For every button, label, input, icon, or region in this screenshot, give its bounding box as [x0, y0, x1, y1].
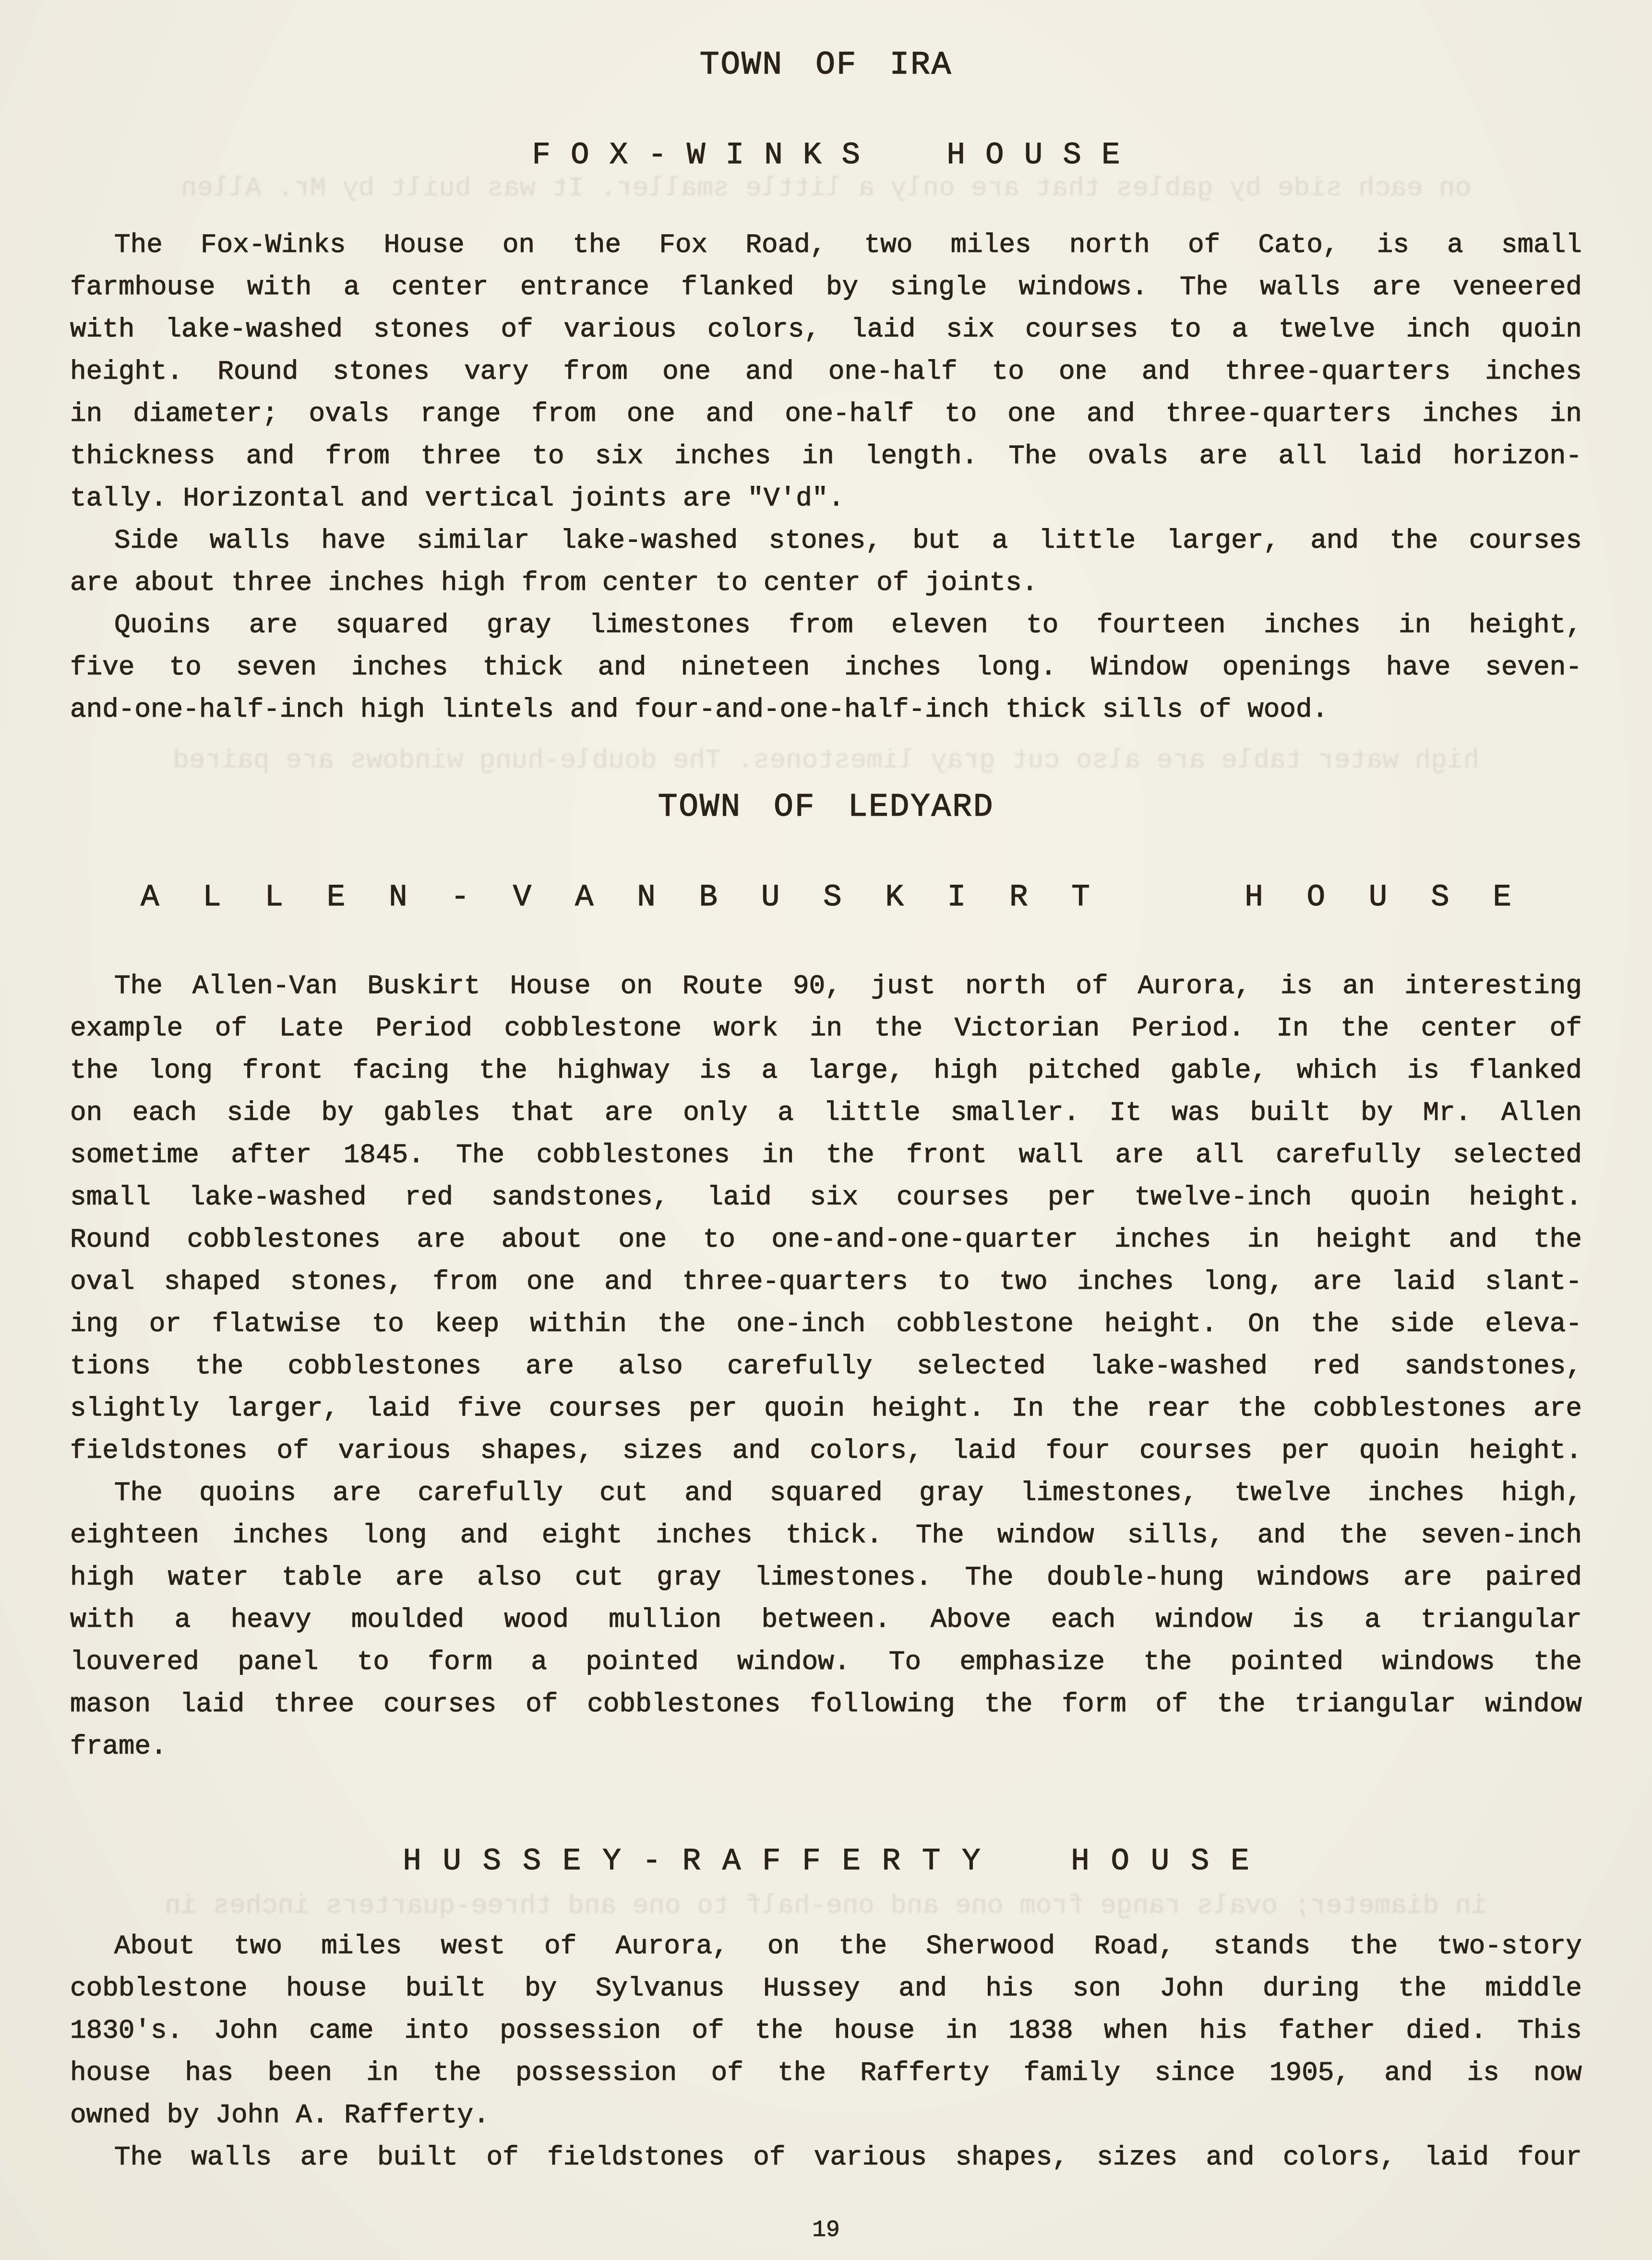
text-line: house has been in the possession of the Rafferty family since 1905, and is now	[70, 2057, 1582, 2088]
text-line: ing or flatwise to keep within the one-inch cobblestone height. On the side eleva-	[70, 1309, 1582, 1339]
text-line: tions the cobblestones are also carefully selected lake-washed red sandstones,	[70, 1351, 1582, 1382]
text-line: oval shaped stones, from one and three-quarters to two inches long, are laid slant-	[70, 1266, 1582, 1297]
text-line: on each side by gables that are only a little smaller. It was built by Mr. Allen	[70, 1097, 1582, 1128]
subsection-heading-hussey-rafferty-house: HUSSEY-RAFFERTY HOUSE	[403, 1844, 1271, 1879]
paragraph-hussey-rafferty-description	[70, 1925, 1582, 2136]
paragraph-hussey-rafferty-walls	[70, 2136, 1582, 2178]
page-number: 19	[812, 2217, 840, 2243]
text-line: fieldstones of various shapes, sizes and colors, laid four courses per quoin height.	[70, 1435, 1582, 1466]
text-line: owned by John A. Rafferty.	[70, 2100, 490, 2130]
paragraph-allen-vanbuskirt-quoins	[70, 1472, 1582, 1767]
text-line: eighteen inches long and eight inches thick. The window sills, and the seven-inch	[70, 1520, 1582, 1551]
subsection-heading-allen-vanbuskirt-house: ALLEN-VANBUSKIRT HOUSE	[141, 880, 1555, 915]
paragraph-fox-winks-side-walls	[70, 519, 1582, 604]
paragraph-fox-winks-quoins	[70, 604, 1582, 731]
text-line: high water table are also cut gray limestones. The double-hung windows are paired	[70, 1562, 1582, 1593]
text-line: The Fox-Winks House on the Fox Road, two miles north of Cato, is a small	[114, 229, 1582, 260]
text-line: height. Round stones vary from one and one-half to one and three-quarters inches	[70, 356, 1582, 387]
text-line: The walls are built of fieldstones of various shapes, sizes and colors, laid four	[114, 2142, 1582, 2173]
text-line: five to seven inches thick and nineteen inches long. Window openings have seven-	[70, 652, 1582, 683]
paragraph-allen-vanbuskirt-description	[70, 965, 1582, 1472]
text-line: Side walls have similar lake-washed stones, but a little larger, and the courses	[114, 525, 1582, 556]
text-line: louvered panel to form a pointed window. To emphasize the pointed windows the	[70, 1647, 1582, 1677]
section-heading-town-of-ira: TOWN OF IRA	[699, 47, 953, 84]
text-line: the long front facing the highway is a large, high pitched gable, which is flanked	[70, 1055, 1582, 1086]
text-line: slightly larger, laid five courses per quoin height. In the rear the cobblestones are	[70, 1393, 1582, 1424]
text-line: with lake-washed stones of various colors, laid six courses to a twelve inch quoin	[70, 314, 1582, 345]
text-line: example of Late Period cobblestone work in the Victorian Period. In the center of	[70, 1013, 1582, 1044]
text-line: sometime after 1845. The cobblestones in the front wall are all carefully selected	[70, 1140, 1582, 1170]
bleedthrough-ghost: in diameter; ovals range from one and one-half to one and three-quarters inches in	[165, 1890, 1487, 1921]
text-line: farmhouse with a center entrance flanked by single windows. The walls are veneered	[70, 272, 1582, 302]
text-line: and-one-half-inch high lintels and four-and-one-half-inch thick sills of wood.	[70, 694, 1329, 725]
text-line: small lake-washed red sandstones, laid six courses per twelve-inch quoin height.	[70, 1182, 1582, 1213]
text-line: cobblestone house built by Sylvanus Hussey and his son John during the middle	[70, 1973, 1582, 2004]
text-line: are about three inches high from center to center of joints.	[70, 567, 1038, 598]
subsection-heading-fox-winks-house: FOX-WINKS HOUSE	[532, 138, 1140, 173]
text-line: Round cobblestones are about one to one-and-one-quarter inches in height and the	[70, 1224, 1582, 1255]
text-line: mason laid three courses of cobblestones following the form of the triangular window	[70, 1689, 1582, 1719]
text-line: The Allen-Van Buskirt House on Route 90, just north of Aurora, is an interesting	[114, 971, 1582, 1001]
text-line: with a heavy moulded wood mullion between. Above each window is a triangular	[70, 1604, 1582, 1635]
text-line: 1830's. John came into possession of the house in 1838 when his father died. This	[70, 2015, 1582, 2046]
text-line: in diameter; ovals range from one and one-half to one and three-quarters inches in	[70, 398, 1582, 429]
bleedthrough-ghost: high water table are also cut gray limestones. The double-hung windows are paired	[172, 745, 1480, 776]
text-line: frame.	[70, 1731, 167, 1762]
bleedthrough-ghost: on each side by gables that are only a little smaller. It was built by Mr. Allen	[180, 173, 1472, 204]
text-line: Quoins are squared gray limestones from eleven to fourteen inches in height,	[114, 610, 1582, 640]
section-heading-town-of-ledyard: TOWN OF LEDYARD	[658, 789, 994, 826]
text-line: thickness and from three to six inches in length. The ovals are all laid horizon-	[70, 441, 1582, 471]
paragraph-fox-winks-description	[70, 224, 1582, 519]
text-line: tally. Horizontal and vertical joints are "V'd".	[70, 483, 845, 514]
text-line: About two miles west of Aurora, on the Sherwood Road, stands the two-story	[114, 1931, 1582, 1961]
text-line: The quoins are carefully cut and squared gray limestones, twelve inches high,	[114, 1478, 1582, 1508]
